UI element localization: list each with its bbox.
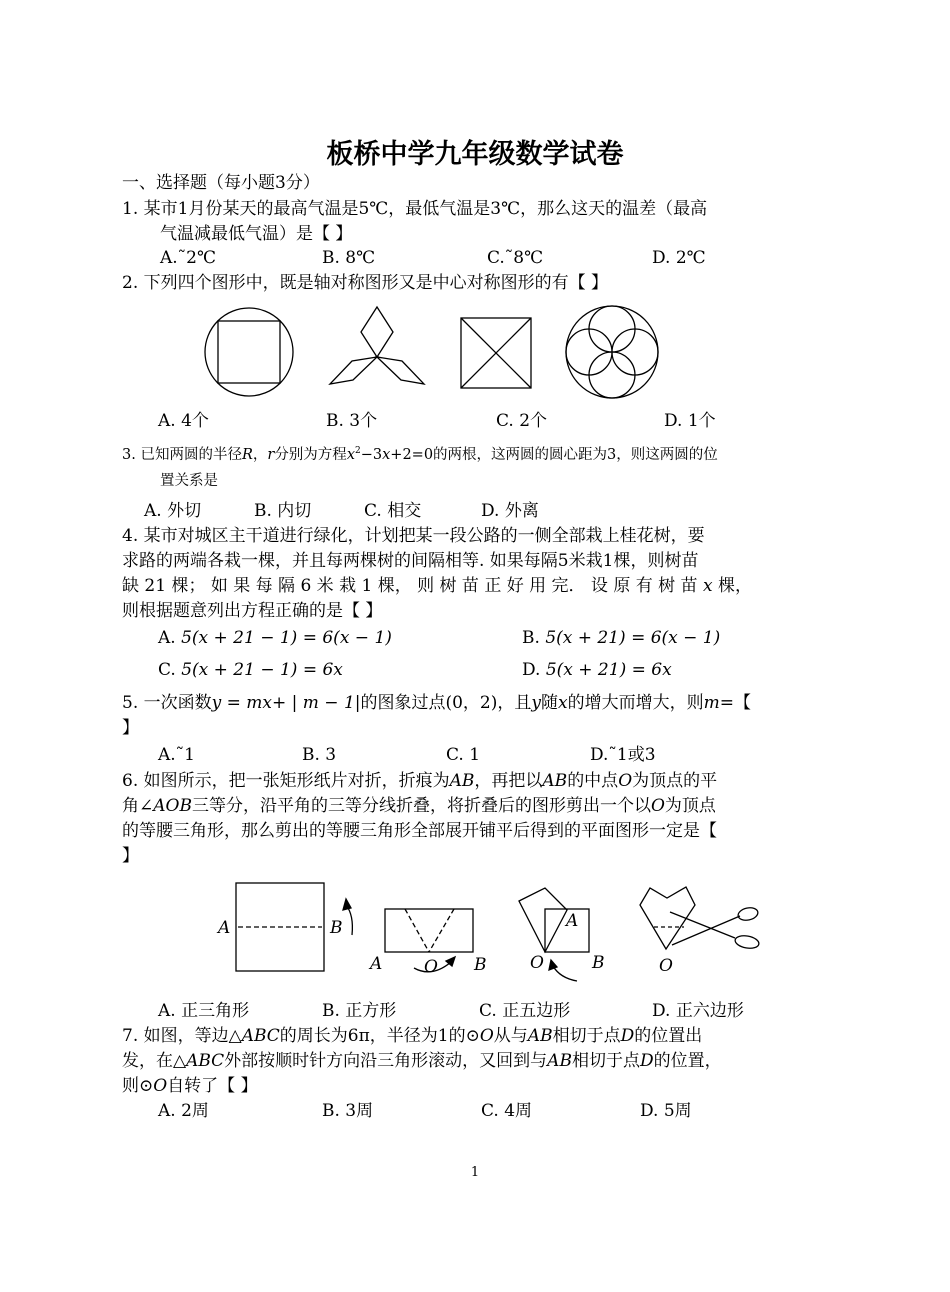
q4-option-b: B. 5(x + 21) = 6(x − 1) bbox=[522, 628, 721, 648]
q2-line1: 2. 下列四个图形中，既是轴对称图形又是中心对称图形的有【 】 bbox=[122, 273, 609, 293]
q6-label-b1: B bbox=[330, 918, 343, 938]
q5-line2: 】 bbox=[122, 718, 139, 738]
q6-option-c: C. 正五边形 bbox=[479, 1001, 571, 1021]
q7-option-a: A. 2周 bbox=[158, 1101, 209, 1121]
q5-option-c: C. 1 bbox=[446, 745, 481, 765]
figure-circle-petals bbox=[566, 306, 658, 398]
q3-line1: 3. 已知两圆的半径R，r分别为方程$x^2-3x+2=0$的两根，这两圆的圆心距为3，则这两圆的位 bbox=[122, 446, 718, 463]
q6-line4: 】 bbox=[122, 846, 139, 866]
q1-line2: 气温减最低气温）是【 】 bbox=[160, 224, 353, 244]
q6-option-d: D. 正六边形 bbox=[652, 1001, 744, 1021]
q6-line3: 的等腰三角形，那么剪出的等腰三角形全部展开铺平后得到的平面图形一定是【 bbox=[122, 821, 717, 841]
q6-label-o2: O bbox=[424, 957, 438, 977]
q2-option-a: A. 4个 bbox=[158, 411, 209, 431]
q7-option-c: C. 4周 bbox=[481, 1101, 533, 1121]
q4-line2: 求路的两端各栽一棵，并且每两棵树的间隔相等. 如果每隔5米栽1棵，则树苗 bbox=[122, 551, 699, 571]
q5-option-d: D.˜1或3 bbox=[590, 745, 656, 765]
q6-option-a: A. 正三角形 bbox=[158, 1001, 250, 1021]
q4-line4: 则根据题意列出方程正确的是【 】 bbox=[122, 601, 383, 621]
q1-option-a: A.˜2℃ bbox=[160, 248, 217, 268]
figure-three-rhombi bbox=[330, 307, 424, 384]
q6-line1: 6. 如图所示，把一张矩形纸片对折，折痕为AB，再把以AB的中点O为顶点的平 bbox=[122, 771, 718, 791]
q6-label-o3: O bbox=[530, 953, 544, 973]
q6-figure-4 bbox=[640, 887, 760, 950]
q6-label-a2: A bbox=[370, 954, 383, 974]
section-heading: 一、选择题（每小题3分） bbox=[122, 173, 320, 193]
q7-line1: 7. 如图，等边△ABC的周长为6π，半径为1的⊙O从与AB相切于点D的位置出 bbox=[122, 1026, 703, 1046]
figure-square-diagonals bbox=[461, 318, 531, 388]
q4-option-c: C. 5(x + 21 − 1) = 6x bbox=[158, 660, 343, 680]
q7-option-b: B. 3周 bbox=[322, 1101, 374, 1121]
q3-option-b: B. 内切 bbox=[254, 501, 312, 521]
q4-line1: 4. 某市对城区主干道进行绿化，计划把某一段公路的一侧全部栽上桂花树，要 bbox=[122, 526, 705, 546]
q6-label-a1: A bbox=[218, 918, 231, 938]
q6-label-b3: B bbox=[592, 953, 605, 973]
q3-line2: 置关系是 bbox=[160, 473, 218, 489]
q4-line3: 缺 21 棵； 如 果 每 隔 6 米 栽 1 棵， 则 树 苗 正 好 用 完． 设 原 有 树 苗 x 棵， bbox=[122, 576, 752, 596]
q6-option-b: B. 正方形 bbox=[322, 1001, 397, 1021]
q3-option-d: D. 外离 bbox=[481, 501, 539, 521]
q2-option-d: D. 1个 bbox=[664, 411, 716, 431]
q6-label-b2: B bbox=[474, 955, 487, 975]
q7-option-d: D. 5周 bbox=[640, 1101, 692, 1121]
q1-option-d: D. 2℃ bbox=[652, 248, 706, 268]
q4-option-a: A. 5(x + 21 − 1) = 6(x − 1) bbox=[158, 628, 392, 648]
q6-label-a3: A bbox=[566, 911, 579, 931]
q4-option-d: D. 5(x + 21) = 6x bbox=[522, 660, 672, 680]
q2-option-b: B. 3个 bbox=[326, 411, 378, 431]
q5-option-b: B. 3 bbox=[302, 745, 337, 765]
q6-label-o4: O bbox=[659, 956, 673, 976]
q1-option-b: B. 8℃ bbox=[322, 248, 376, 268]
q6-line2: 角∠AOB三等分，沿平角的三等分线折叠，将折叠后的图形剪出一个以O为顶点 bbox=[122, 796, 716, 816]
page-number: 1 bbox=[470, 1165, 480, 1180]
q1-line1: 1. 某市1月份某天的最高气温是5℃，最低气温是3℃，那么这天的温差（最高 bbox=[122, 199, 708, 219]
q3-option-c: C. 相交 bbox=[364, 501, 422, 521]
q5-option-a: A.˜1 bbox=[158, 745, 195, 765]
q7-line2: 发，在△ABC外部按顺时针方向沿三角形滚动，又回到与AB相切于点D的位置， bbox=[122, 1051, 722, 1071]
figure-circle-square bbox=[205, 308, 293, 396]
page-title: 板桥中学九年级数学试卷 bbox=[326, 139, 624, 170]
q3-option-a: A. 外切 bbox=[144, 501, 202, 521]
q2-option-c: C. 2个 bbox=[496, 411, 548, 431]
q1-option-c: C.˜8℃ bbox=[487, 248, 544, 268]
q5-line1: 5. 一次函数y = mx+ | m − 1|的图象过点(0，2)，且y随x的增大而增大，则m=【 bbox=[122, 693, 751, 713]
q7-line3: 则⊙O自转了【 】 bbox=[122, 1076, 258, 1096]
